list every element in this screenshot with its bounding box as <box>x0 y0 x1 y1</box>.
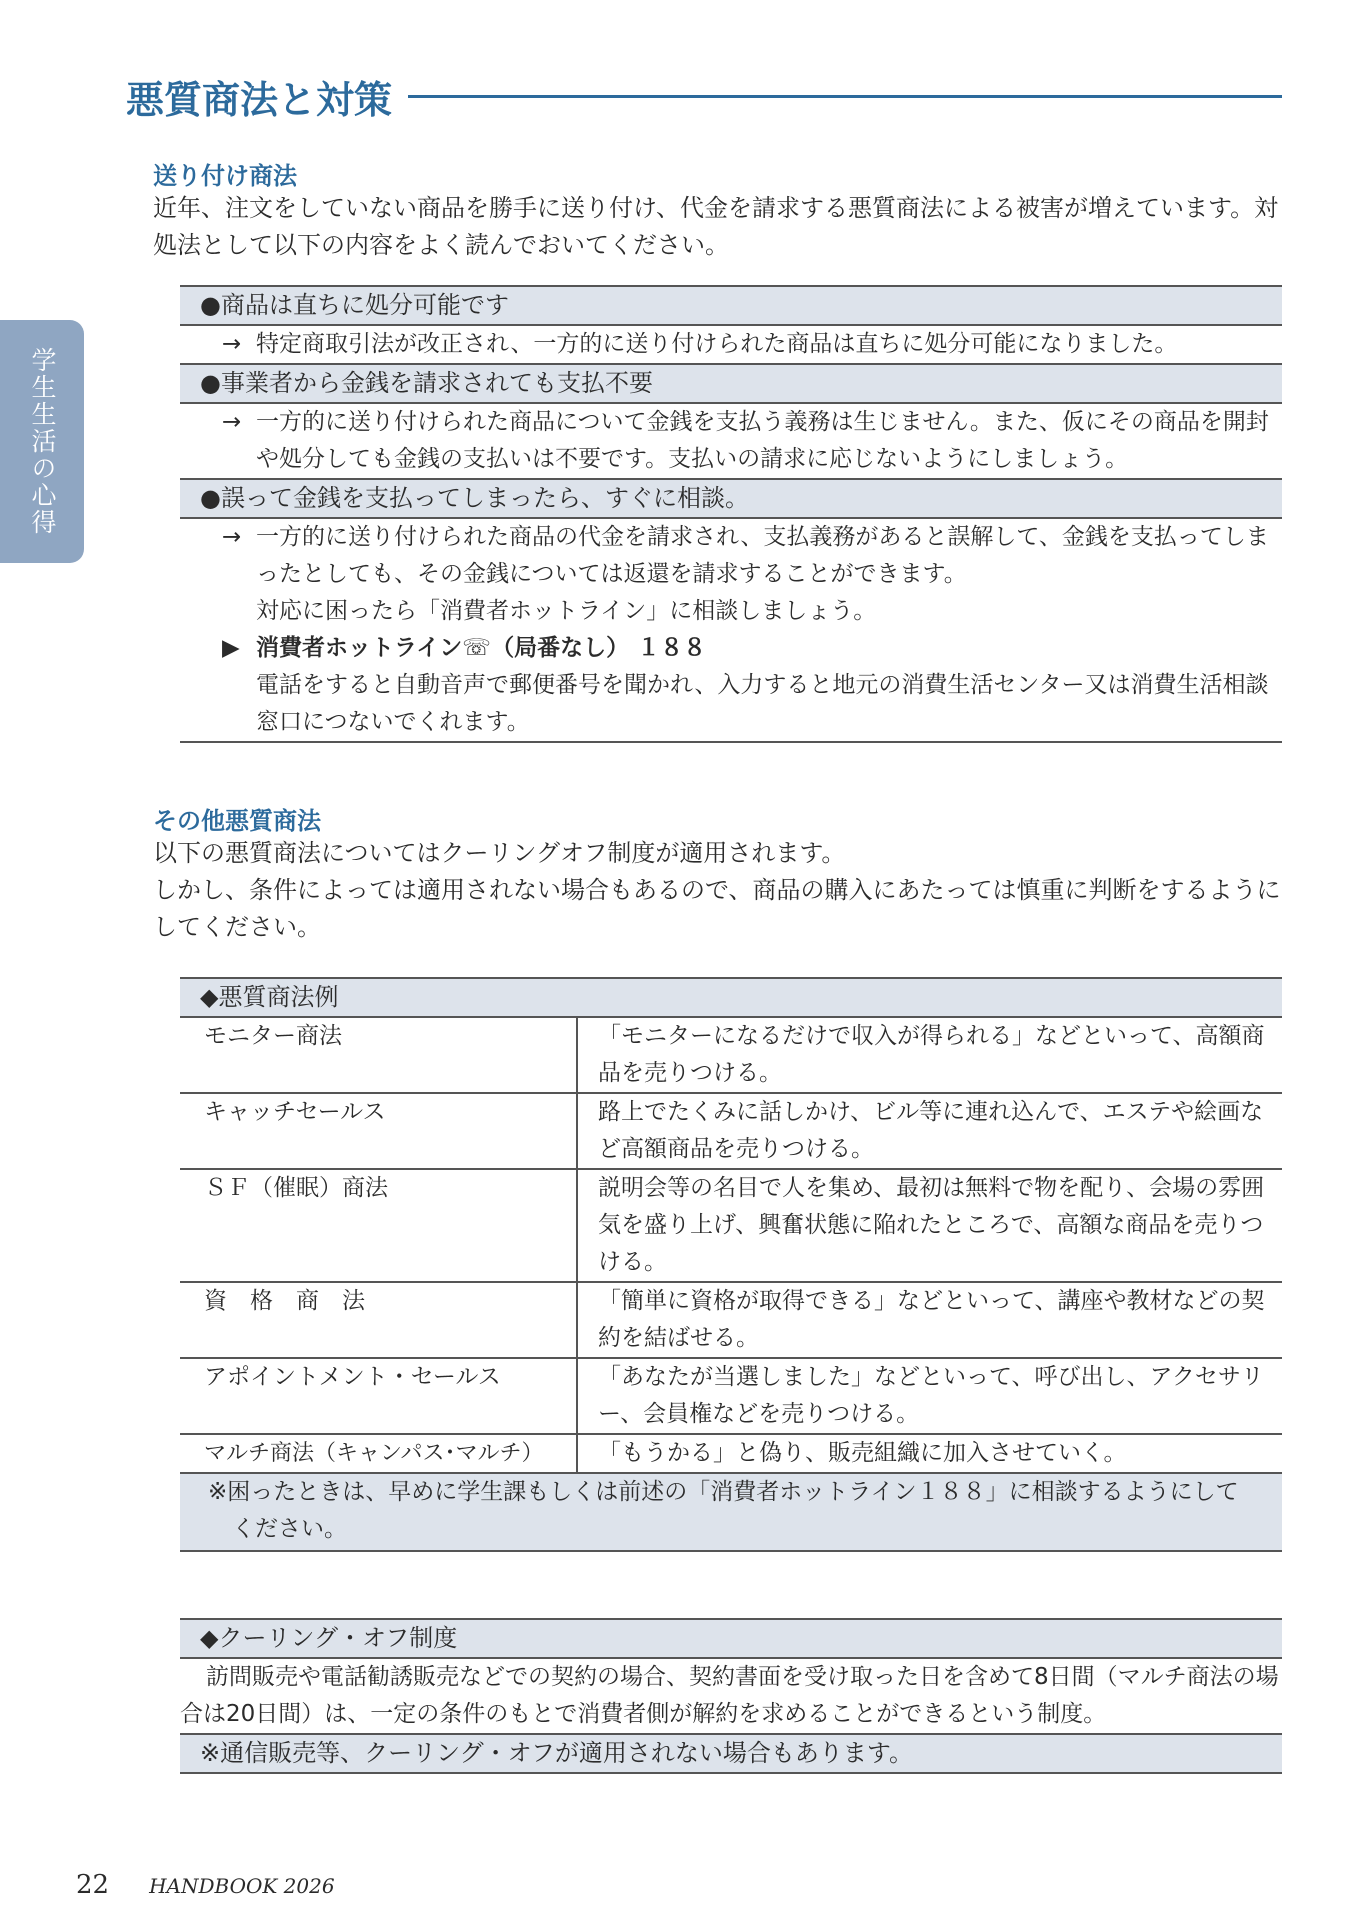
table-row <box>180 1018 1282 1093</box>
item-head: ●商品は直ちに処分可能です <box>180 285 1282 326</box>
page-number: 22 <box>76 1870 110 1900</box>
fraud-name: マルチ商法（キャンパス･マルチ） <box>180 1434 577 1473</box>
fraud-examples-table <box>180 1018 1282 1474</box>
arrow-icon: → <box>222 409 242 435</box>
item-body <box>180 326 1282 363</box>
fraud-desc: 「簡単に資格が取得できる」などといって、講座や教材などの契約を結ばせる。 <box>577 1282 1282 1358</box>
table-row <box>180 1358 1282 1434</box>
hotline-desc: 電話をすると自動音声で郵便番号を聞かれ、入力すると地元の消費生活センター又は消費生活相談窓口につないでくれます。 <box>256 672 1269 735</box>
table-row <box>180 1282 1282 1358</box>
handbook-label: HANDBOOK 2026 <box>149 1874 335 1898</box>
item-body <box>180 519 1282 593</box>
fraud-desc: 「あなたが当選しました」などといって、呼び出し、アクセサリー、会員権などを売りつける。 <box>577 1358 1282 1434</box>
item-body-text: 一方的に送り付けられた商品の代金を請求され、支払義務があると誤解して、金銭を支払ってしまったとしても、その金銭については返還を請求することができます。 <box>256 524 1269 587</box>
title-rule <box>408 95 1282 98</box>
page-title: 悪質商法と対策 <box>126 77 393 122</box>
fraud-desc: 「もうかる」と偽り、販売組織に加入させていく。 <box>577 1434 1282 1473</box>
fraud-name: キャッチセールス <box>180 1093 577 1169</box>
okuritsuke-box <box>180 285 1282 743</box>
item-body-2 <box>180 593 1282 630</box>
side-tab-label: 学生生活の心得 <box>28 347 57 536</box>
cooling-off-note: ※通信販売等、クーリング・オフが適用されない場合もあります。 <box>180 1733 1282 1774</box>
item-head: ●事業者から金銭を請求されても支払不要 <box>180 363 1282 404</box>
hotline-number: 消費者ホットライン☏（局番なし） １８８ <box>256 635 707 661</box>
arrow-icon: → <box>222 331 242 357</box>
fraud-name: モニター商法 <box>180 1018 577 1093</box>
section2-intro2: しかし、条件によっては適用されない場合もあるので、商品の購入にあたっては慎重に判断をするようにしてください。 <box>153 876 1281 941</box>
table-head: ◆悪質商法例 <box>180 977 1282 1018</box>
fraud-name: ＳＦ（催眠）商法 <box>180 1169 577 1282</box>
item-body-text: 特定商取引法が改正され、一方的に送り付けられた商品は直ちに処分可能になりました。 <box>256 331 1178 357</box>
cooling-off-body: 訪問販売や電話勧誘販売などでの契約の場合、契約書面を受け取った日を含めて8日間（マルチ商法の場合は20日間）は、一定の条件のもとで消費者側が解約を求めることができるという制度。 <box>180 1664 1279 1727</box>
play-marker-icon: ▶ <box>222 635 240 661</box>
title-row <box>126 68 1282 124</box>
side-tab <box>0 320 84 563</box>
fraud-desc: 路上でたくみに話しかけ、ビル等に連れ込んで、エステや絵画など高額商品を売りつける。 <box>577 1093 1282 1169</box>
fraud-desc: 説明会等の名目で人を集め、最初は無料で物を配り、会場の雰囲気を盛り上げ、興奮状態に陥れたところで、高額な商品を売りつける。 <box>577 1169 1282 1282</box>
cooling-off-box <box>180 1618 1282 1774</box>
item-body-text-2: 対応に困ったら「消費者ホットライン」に相談しましょう。 <box>256 598 877 624</box>
fraud-name: 資 格 商 法 <box>180 1282 577 1358</box>
section-title-other: その他悪質商法 <box>153 807 321 835</box>
section-title-okuritsuke: 送り付け商法 <box>153 162 297 190</box>
item-head: ●誤って金銭を支払ってしまったら、すぐに相談。 <box>180 478 1282 519</box>
table-row <box>180 1434 1282 1473</box>
hotline-desc-row <box>180 667 1282 743</box>
section1-intro: 近年、注文をしていない商品を勝手に送り付け、代金を請求する悪質商法による被害が増えています。対処法として以下の内容をよく読んでおいてください。 <box>153 194 1279 259</box>
item-body <box>180 404 1282 478</box>
footer <box>76 1870 335 1900</box>
hotline-row <box>180 630 1282 667</box>
table-row <box>180 1169 1282 1282</box>
section2-intro1: 以下の悪質商法についてはクーリングオフ制度が適用されます。 <box>153 839 846 867</box>
fraud-examples-box <box>180 977 1282 1552</box>
item-body-text: 一方的に送り付けられた商品について金銭を支払う義務は生じません。また、仮にその商品を開封や処分しても金銭の支払いは不要です。支払いの請求に応じないようにしましょう。 <box>256 409 1269 472</box>
table-row <box>180 1093 1282 1169</box>
fraud-desc: 「モニターになるだけで収入が得られる」などといって、高額商品を売りつける。 <box>577 1018 1282 1093</box>
cooling-off-head: ◆クーリング・オフ制度 <box>180 1618 1282 1659</box>
consult-note: ※困ったときは、早めに学生課もしくは前述の「消費者ホットライン１８８」に相談するようにしてください。 <box>180 1474 1282 1552</box>
arrow-icon: → <box>222 524 242 550</box>
fraud-name: アポイントメント・セールス <box>180 1358 577 1434</box>
